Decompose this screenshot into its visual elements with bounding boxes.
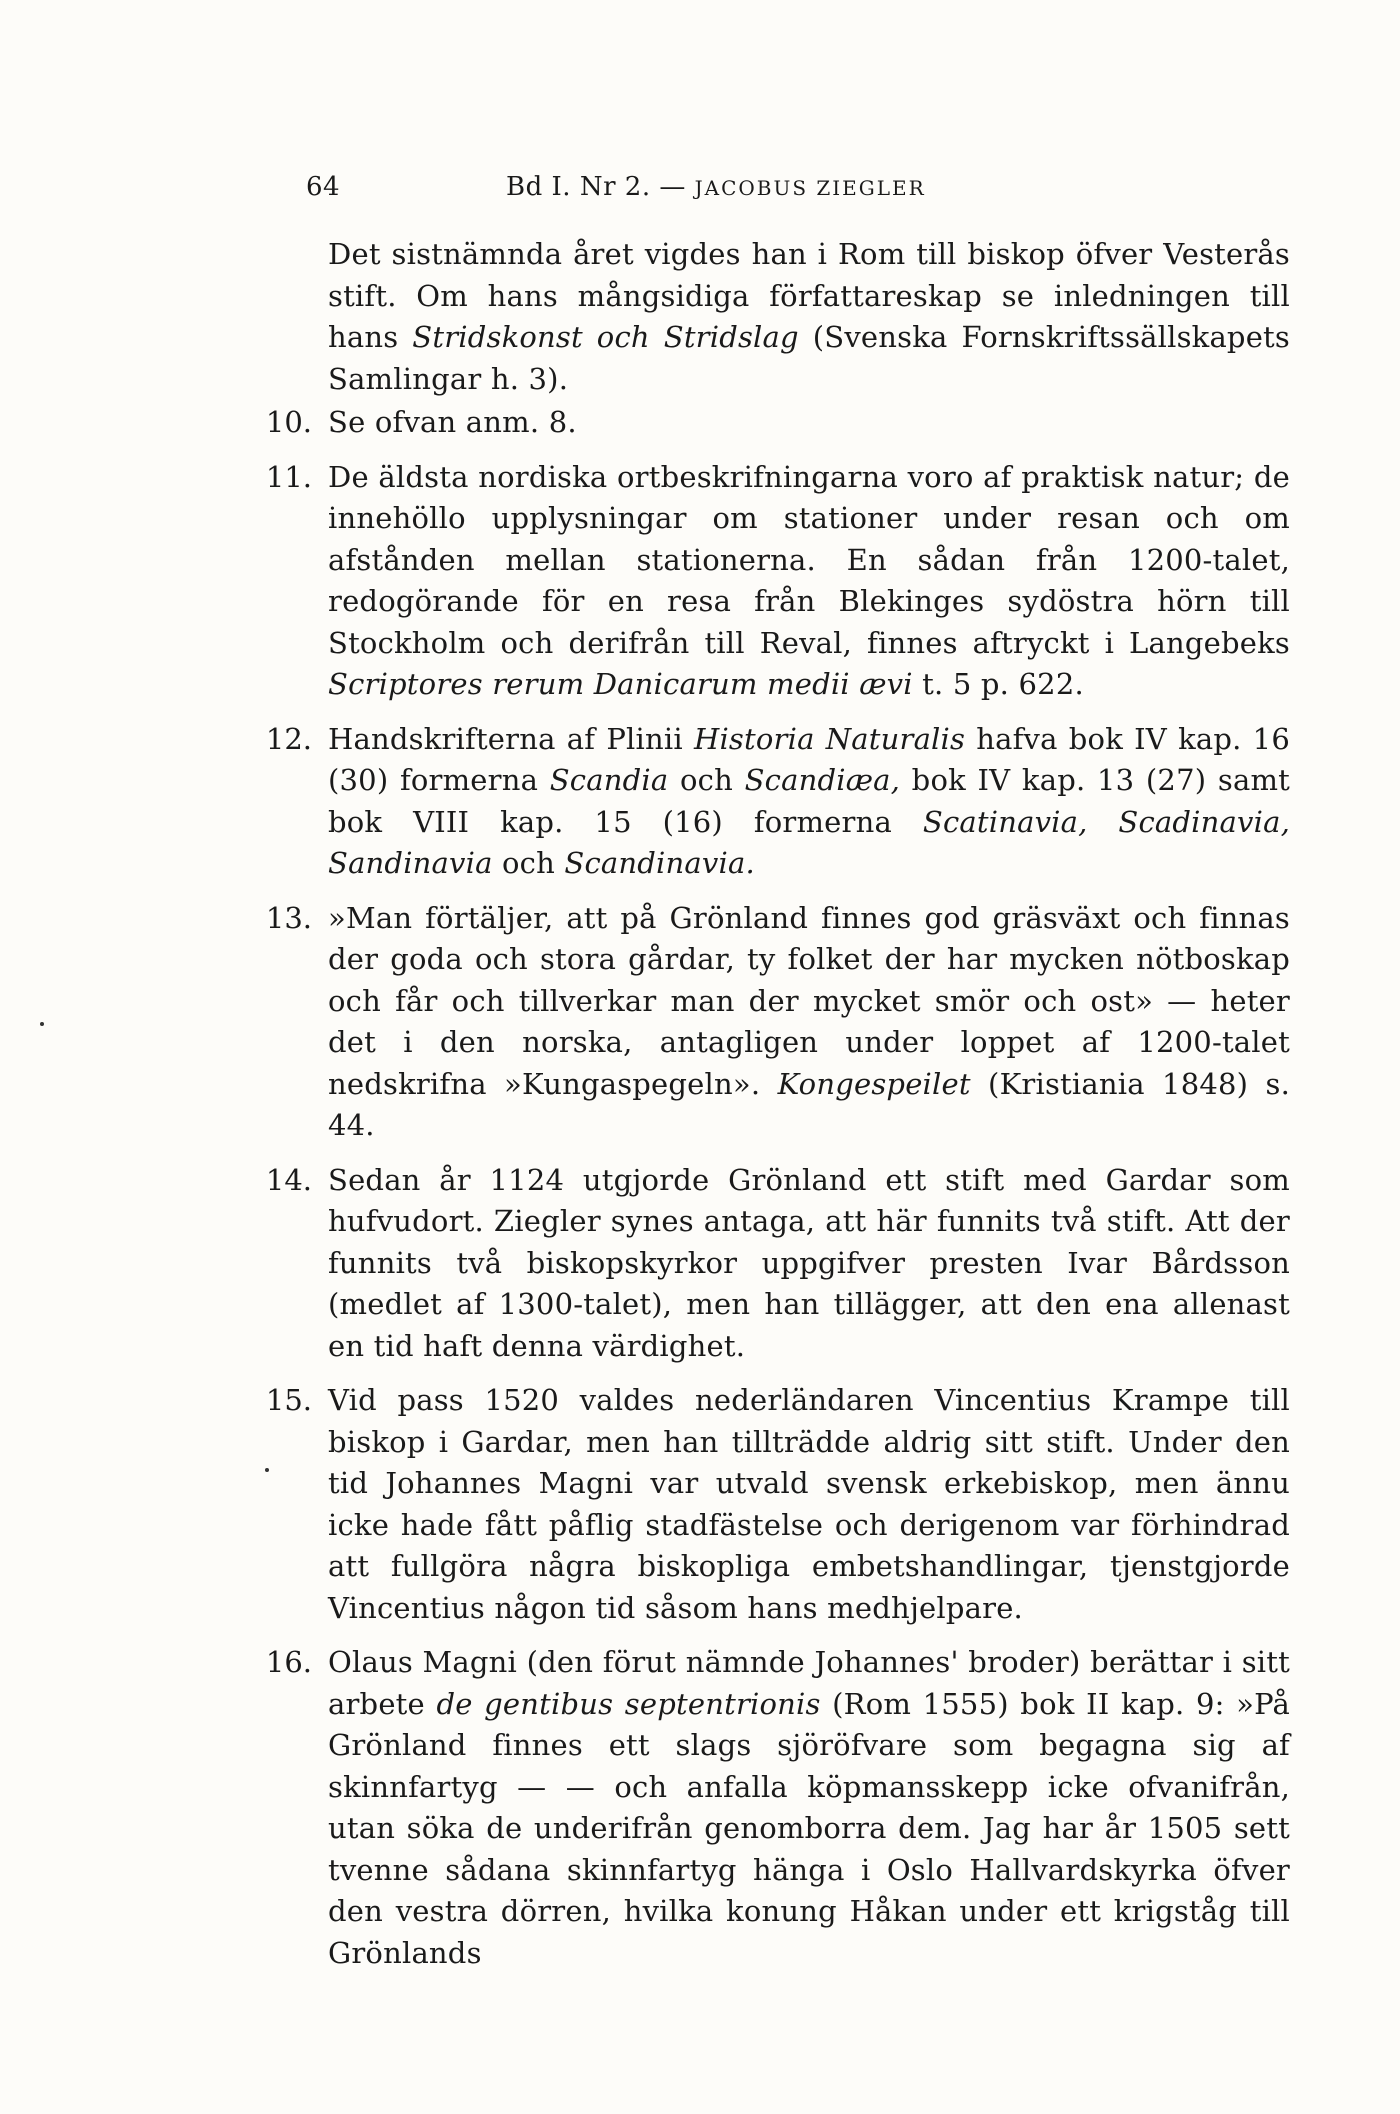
- text-run: (Kristiania 1848) s. 44.: [328, 1066, 1290, 1142]
- footnote-15: [250, 1380, 1290, 1629]
- footnote-13: [250, 898, 1290, 1147]
- footnote-number: 12.: [265, 721, 312, 756]
- header-title: [506, 172, 926, 202]
- footnote-10: [250, 402, 1290, 444]
- text-run: hafva bok IV kap. 16 (30) formerna: [328, 721, 1290, 797]
- text-run: bok IV kap. 13 (27) samt bok VIII kap. 15 (16) formerna: [328, 763, 1290, 839]
- text-run: Olaus Magni (den förut nämnde Johannes' broder) berättar i sitt arbete: [328, 1645, 1290, 1721]
- text-run: Sedan år 1124 utgjorde Grönland ett stift med Gardar som hufvudort. Ziegler synes antaga, att här funnits två stift. Att der funnits två biskopskyrkor uppgifver presten Ivar Bårdsson (medlet af 1300-talet), men han tillägger, att den ena allenast en tid haft denna värdighet.: [328, 1162, 1290, 1363]
- footnote-text: [328, 1160, 1290, 1368]
- text-run: Det sistnämnda året vigdes han i Rom till biskop öfver Vesterås stift. Om hans mångsidiga författareskap se inledningen till hans: [328, 237, 1290, 354]
- text-run: Vid pass 1520 valdes nederländaren Vincentius Krampe till biskop i Gardar, men han tillträdde aldrig sitt stift. Under den tid Johannes Magni var utvald svensk erkebiskop, men ännu icke hade fått påflig stadfästelse och derigenom var förhindrad att fullgöra några biskopliga embetshandlingar, tjenstgjorde Vincentius någon tid såsom hans medhjelpare.: [328, 1383, 1290, 1625]
- text-run: »Man förtäljer, att på Grönland finnes god gräsväxt och finnas der goda och stora gårdar, ty folket der har mycken nötboskap och får och tillverkar man der mycket smör och ost» — heter det i den norska, antagligen under loppet af 1200-talet nedskrifna »Kungaspegeln».: [328, 900, 1290, 1101]
- speck-mark: [40, 1022, 44, 1026]
- text-run: (Svenska Fornskriftssällskapets Samlingar h. 3).: [328, 320, 1290, 396]
- text-run: och: [668, 763, 745, 797]
- italic-title: Historia Naturalis: [693, 721, 966, 756]
- italic-title: Scandinavia.: [564, 846, 755, 880]
- header-author: JACOBUS ZIEGLER: [694, 176, 926, 200]
- footnote-number: 10.: [265, 405, 312, 439]
- footnote-continued: [250, 234, 1290, 400]
- text-run: (Rom 1555) bok II kap. 9: »På Grönland finnes ett slags sjöröfvare som begagna sig af skinnfartyg — — och anfalla köpmansskepp icke ofvanifrån, utan söka de underifrån genomborra dem. Jag har år 1505 sett tvenne sådana skinnfartyg hänga i Oslo Hallvardskyrka öfver den vestra dörren, hvilka konung Håkan under ett krigståg till Grönlands: [328, 1686, 1290, 1970]
- running-header: [306, 172, 1322, 212]
- text-run: Handskrifterna af Plinii: [328, 721, 694, 756]
- italic-title: de gentibus septentrionis: [436, 1686, 821, 1721]
- footnote-text: [328, 1642, 1290, 1974]
- text-run: och: [492, 846, 565, 880]
- text-run: De äldsta nordiska ortbeskrifningarna voro af praktisk natur; de innehöllo upplysningar om stationer under resan och om afstånden mellan stationerna. En sådan från 1200-talet, redogörande för en resa från Blekinges sydöstra hörn till Stockholm och derifrån till Reval, finnes aftryckt i Langebeks: [328, 459, 1290, 660]
- footnote-text: [328, 898, 1290, 1147]
- italic-title: Scatinavia, Scadinavia, Sandinavia: [328, 804, 1290, 880]
- footnote-number: 11.: [265, 459, 312, 494]
- italic-title: Scandia: [549, 763, 669, 797]
- italic-title: Stridskonst och Stridslag: [412, 320, 799, 354]
- footnote-14: [250, 1160, 1290, 1368]
- footnote-11: [250, 457, 1290, 706]
- footnote-text: [328, 234, 1290, 400]
- header-dash: —: [659, 172, 686, 202]
- footnote-number: 14.: [265, 1162, 312, 1197]
- footnote-number: 13.: [265, 900, 312, 935]
- italic-title: Scandiæa,: [744, 763, 901, 797]
- header-volume: Bd I.: [506, 172, 572, 202]
- speck-mark: [265, 1468, 269, 1472]
- footnote-number: 16.: [265, 1645, 312, 1679]
- text-run: t. 5 p. 622.: [912, 667, 1084, 701]
- footnote-text: [328, 1380, 1290, 1629]
- italic-title: Kongespeilet: [777, 1066, 971, 1101]
- page-number: 64: [306, 172, 341, 202]
- footnote-16: [250, 1642, 1290, 1974]
- footnote-text: [328, 457, 1290, 706]
- footnote-text: [328, 719, 1290, 885]
- footnote-text: [328, 402, 1290, 444]
- text-run: Se ofvan anm. 8.: [328, 405, 577, 439]
- header-number: Nr 2.: [579, 172, 651, 202]
- footnotes-list: [250, 234, 1290, 1987]
- footnote-12: [250, 719, 1290, 885]
- italic-title: Scriptores rerum Danicarum medii ævi: [328, 667, 913, 701]
- footnote-number: 15.: [265, 1383, 312, 1417]
